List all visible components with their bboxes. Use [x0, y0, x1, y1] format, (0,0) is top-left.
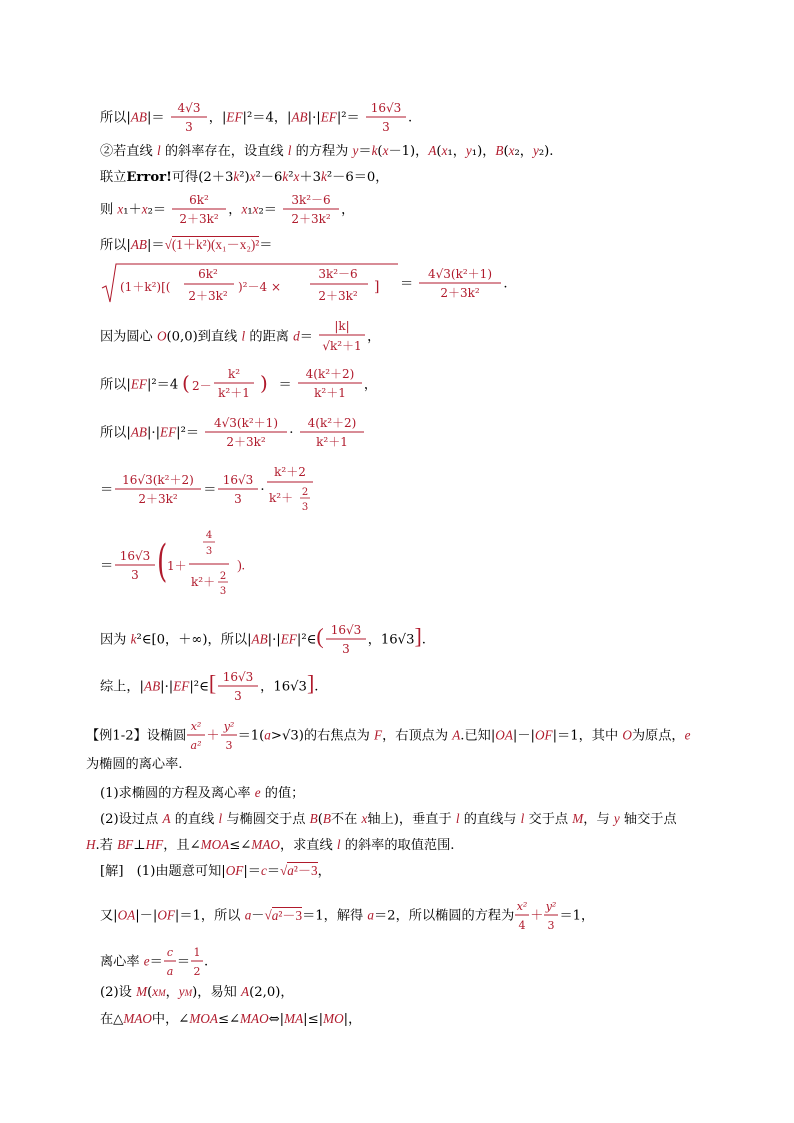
- svg-text:2＋3k²: 2＋3k²: [440, 286, 481, 300]
- paren-expression: [182, 366, 278, 404]
- text-line: 联立Error!可得(2＋3k²)x²－6k²x＋3k²－6＝0，: [100, 169, 389, 185]
- svg-text:k²＋: k²＋: [191, 575, 216, 589]
- svg-text:3: 3: [206, 546, 213, 557]
- sqrt-expression: [100, 262, 400, 306]
- fraction-product-a: [203, 415, 289, 451]
- fraction-product-b: [298, 415, 366, 451]
- svg-text:x²: x²: [191, 720, 202, 733]
- svg-text:3: 3: [234, 492, 243, 506]
- svg-text:y²: y²: [223, 720, 234, 733]
- fraction-16sqrt3-over-3-c: [113, 548, 157, 584]
- text-line: [解] (1)由题意可知|OF|＝c＝√a²－3，: [100, 863, 331, 879]
- text-line: (2)设 M(xM，yM)，易知 A(2,0)，: [100, 984, 294, 1000]
- svg-text:4√3(k²＋1): 4√3(k²＋1): [428, 267, 493, 281]
- fraction-1-2: [190, 944, 204, 980]
- fraction-product: [281, 192, 341, 228]
- svg-text:2＋3k²: 2＋3k²: [318, 289, 358, 303]
- paren-expression-2: [157, 524, 237, 608]
- svg-text:1＋: 1＋: [167, 559, 187, 573]
- svg-text:2: 2: [301, 487, 308, 498]
- fraction-ef-squared: [296, 366, 364, 404]
- svg-text:2＋3k²: 2＋3k²: [179, 212, 219, 226]
- text-line: 则 x₁＋x₂＝ 6k² 2＋3k² ，x₁x₂＝ 3k²－6 2＋3k² ，: [100, 193, 355, 226]
- text-line: (1＋k²)[( 6k² 2＋3k² )²－4 × 3k²－6 2＋3k² ] ＝ 4√3(k²＋1) 2＋3k² .: [100, 262, 508, 306]
- svg-text:16√3(k²＋2): 16√3(k²＋2): [122, 473, 195, 487]
- fraction-x2-a2: [186, 718, 206, 754]
- text-line: 所以|EF|²＝4 ( 2－ k² k²＋1 ) ＝ 4(k²＋2) k²＋1 ，: [100, 366, 377, 404]
- svg-text:2＋3k²: 2＋3k²: [138, 492, 178, 506]
- svg-text:3: 3: [184, 120, 193, 134]
- text-line: ＝ 16√3 3 ( 1＋ 4 3 k²＋ 2 3 ).: [100, 524, 245, 608]
- svg-text:y²: y²: [546, 900, 557, 913]
- fraction-16sqrt3-over-3-e: [216, 669, 260, 705]
- svg-text:16√3: 16√3: [223, 473, 254, 487]
- text-line: 所以|AB|·|EF|²＝ 4√3(k²＋1) 2＋3k² · 4(k²＋2) k²＋1: [100, 415, 366, 451]
- svg-text:3: 3: [225, 739, 233, 752]
- svg-text:|k|: |k|: [334, 319, 350, 333]
- fraction-y2-3: [220, 718, 238, 754]
- svg-text:]: ]: [374, 279, 380, 295]
- svg-text:k²: k²: [228, 367, 241, 381]
- text-line: 综上，|AB|·|EF|²∈[ 16√3 3 ，16√3].: [100, 670, 319, 703]
- fraction-x2-4: [514, 898, 530, 934]
- text-line: 又|OA|－|OF|＝1，所以 a－√a²－3＝1，解得 a＝2，所以椭圆的方程为 x² 4 ＋ y² 3 ＝1，: [100, 900, 595, 932]
- text-line: ＝ 16√3(k²＋2) 2＋3k² ＝ 16√3 3 · k²＋2 k²＋ 2 3: [100, 462, 315, 518]
- svg-text:16√3: 16√3: [330, 623, 361, 637]
- svg-text:c: c: [166, 946, 173, 959]
- svg-text:2: 2: [193, 965, 201, 978]
- svg-text:)²－4 ×: )²－4 ×: [238, 280, 281, 294]
- fraction-sum: [170, 192, 228, 228]
- svg-text:3: 3: [301, 502, 308, 513]
- svg-text:3: 3: [220, 586, 227, 597]
- fraction-simplified: [113, 472, 203, 508]
- svg-text:4(k²＋2): 4(k²＋2): [307, 416, 357, 430]
- svg-text:3: 3: [341, 642, 350, 656]
- svg-text:k²＋2: k²＋2: [273, 465, 306, 479]
- svg-text:6k²: 6k²: [198, 267, 218, 281]
- svg-text:a²: a²: [190, 739, 202, 752]
- fraction-ab-length: [417, 266, 503, 302]
- fraction-4sqrt3-over-3: [169, 100, 209, 136]
- svg-text:2＋3k²: 2＋3k²: [188, 289, 228, 303]
- fraction-y2-3-b: [543, 898, 559, 934]
- text-line: 【例1-2】设椭圆 x² a² ＋ y² 3 ＝1(a>√3)的右焦点为 F，右顶点为 A.已知|OA|－|OF|＝1，其中 O为原点，e: [86, 720, 691, 752]
- svg-text:2－: 2－: [192, 379, 213, 393]
- text-line: (2)设过点 A 的直线 l 与椭圆交于点 B(B不在 x轴上)，垂直于 l 的直线与 l 交于点 M，与 y 轴交于点: [100, 811, 677, 827]
- svg-text:k²＋: k²＋: [268, 491, 293, 505]
- svg-text:x²: x²: [516, 900, 528, 913]
- fraction-16sqrt3-over-3-d: [324, 622, 368, 658]
- svg-text:6k²: 6k²: [189, 193, 210, 207]
- svg-text:4√3(k²＋1): 4√3(k²＋1): [214, 416, 279, 430]
- svg-text:k²＋1: k²＋1: [313, 386, 346, 400]
- svg-text:2: 2: [220, 571, 227, 582]
- svg-text:3: 3: [131, 568, 140, 582]
- svg-text:16√3: 16√3: [119, 549, 151, 563]
- text-line: H.若 BF⊥HF，且∠MOA≤∠MAO，求直线 l 的斜率的取值范围.: [86, 837, 455, 853]
- svg-text:k²＋1: k²＋1: [315, 435, 348, 449]
- svg-text:(1＋k²)[(: (1＋k²)[(: [120, 280, 171, 294]
- svg-text:16√3: 16√3: [222, 670, 254, 684]
- svg-text:a: a: [166, 965, 174, 978]
- svg-text:3: 3: [547, 919, 555, 932]
- text-line: 为椭圆的离心率.: [86, 757, 183, 772]
- svg-text:√k²＋1: √k²＋1: [322, 339, 362, 353]
- fraction-16sqrt3-over-3: [364, 100, 408, 136]
- text-line: (1)求椭圆的方程及离心率 e 的值；: [100, 785, 305, 801]
- fraction-distance: [317, 318, 367, 356]
- text-line: 离心率 e＝ c a ＝ 1 2 .: [100, 946, 209, 978]
- svg-text:3k²－6: 3k²－6: [291, 193, 331, 207]
- text-line: 在△MAO中，∠MOA≤∠MAO⇔|MA|≤|MO|，: [100, 1011, 362, 1027]
- text-line: 所以|AB|＝√(1＋k²)(x₁－x₂)²＝: [100, 237, 273, 253]
- svg-text:2＋3k²: 2＋3k²: [226, 435, 266, 449]
- text-line: 因为圆心 O(0,0)到直线 l 的距离 d＝ |k| √k²＋1 ，: [100, 318, 380, 356]
- text-line: 因为 k²∈[0，＋∞)，所以|AB|·|EF|²∈( 16√3 3 ，16√3].: [100, 623, 426, 656]
- svg-text:3: 3: [382, 120, 390, 134]
- svg-text:4(k²＋2): 4(k²＋2): [305, 367, 355, 381]
- fraction-k-ratio: [265, 462, 315, 518]
- text-line: 所以|AB|＝ 4√3 3 ，|EF|²＝4，|AB|·|EF|²＝ 16√3 3 .: [100, 101, 413, 134]
- svg-text:4: 4: [518, 919, 526, 932]
- svg-text:): ): [260, 371, 269, 395]
- fraction-c-a: [163, 944, 177, 980]
- svg-text:2＋3k²: 2＋3k²: [291, 212, 331, 226]
- svg-text:(: (: [157, 534, 168, 587]
- svg-text:3: 3: [234, 689, 242, 703]
- svg-text:(: (: [182, 371, 191, 395]
- svg-text:3k²－6: 3k²－6: [318, 267, 358, 281]
- svg-text:1: 1: [193, 946, 201, 959]
- svg-text:16√3: 16√3: [370, 101, 402, 115]
- fraction-16sqrt3-over-3-b: [216, 472, 260, 508]
- svg-text:4√3: 4√3: [177, 101, 201, 115]
- svg-text:4: 4: [206, 530, 213, 541]
- text-line: ②若直线 l 的斜率存在，设直线 l 的方程为 y＝k(x－1)，A(x₁，y₁)，B(x₂，y₂).: [100, 143, 554, 159]
- svg-text:k²＋1: k²＋1: [218, 386, 251, 400]
